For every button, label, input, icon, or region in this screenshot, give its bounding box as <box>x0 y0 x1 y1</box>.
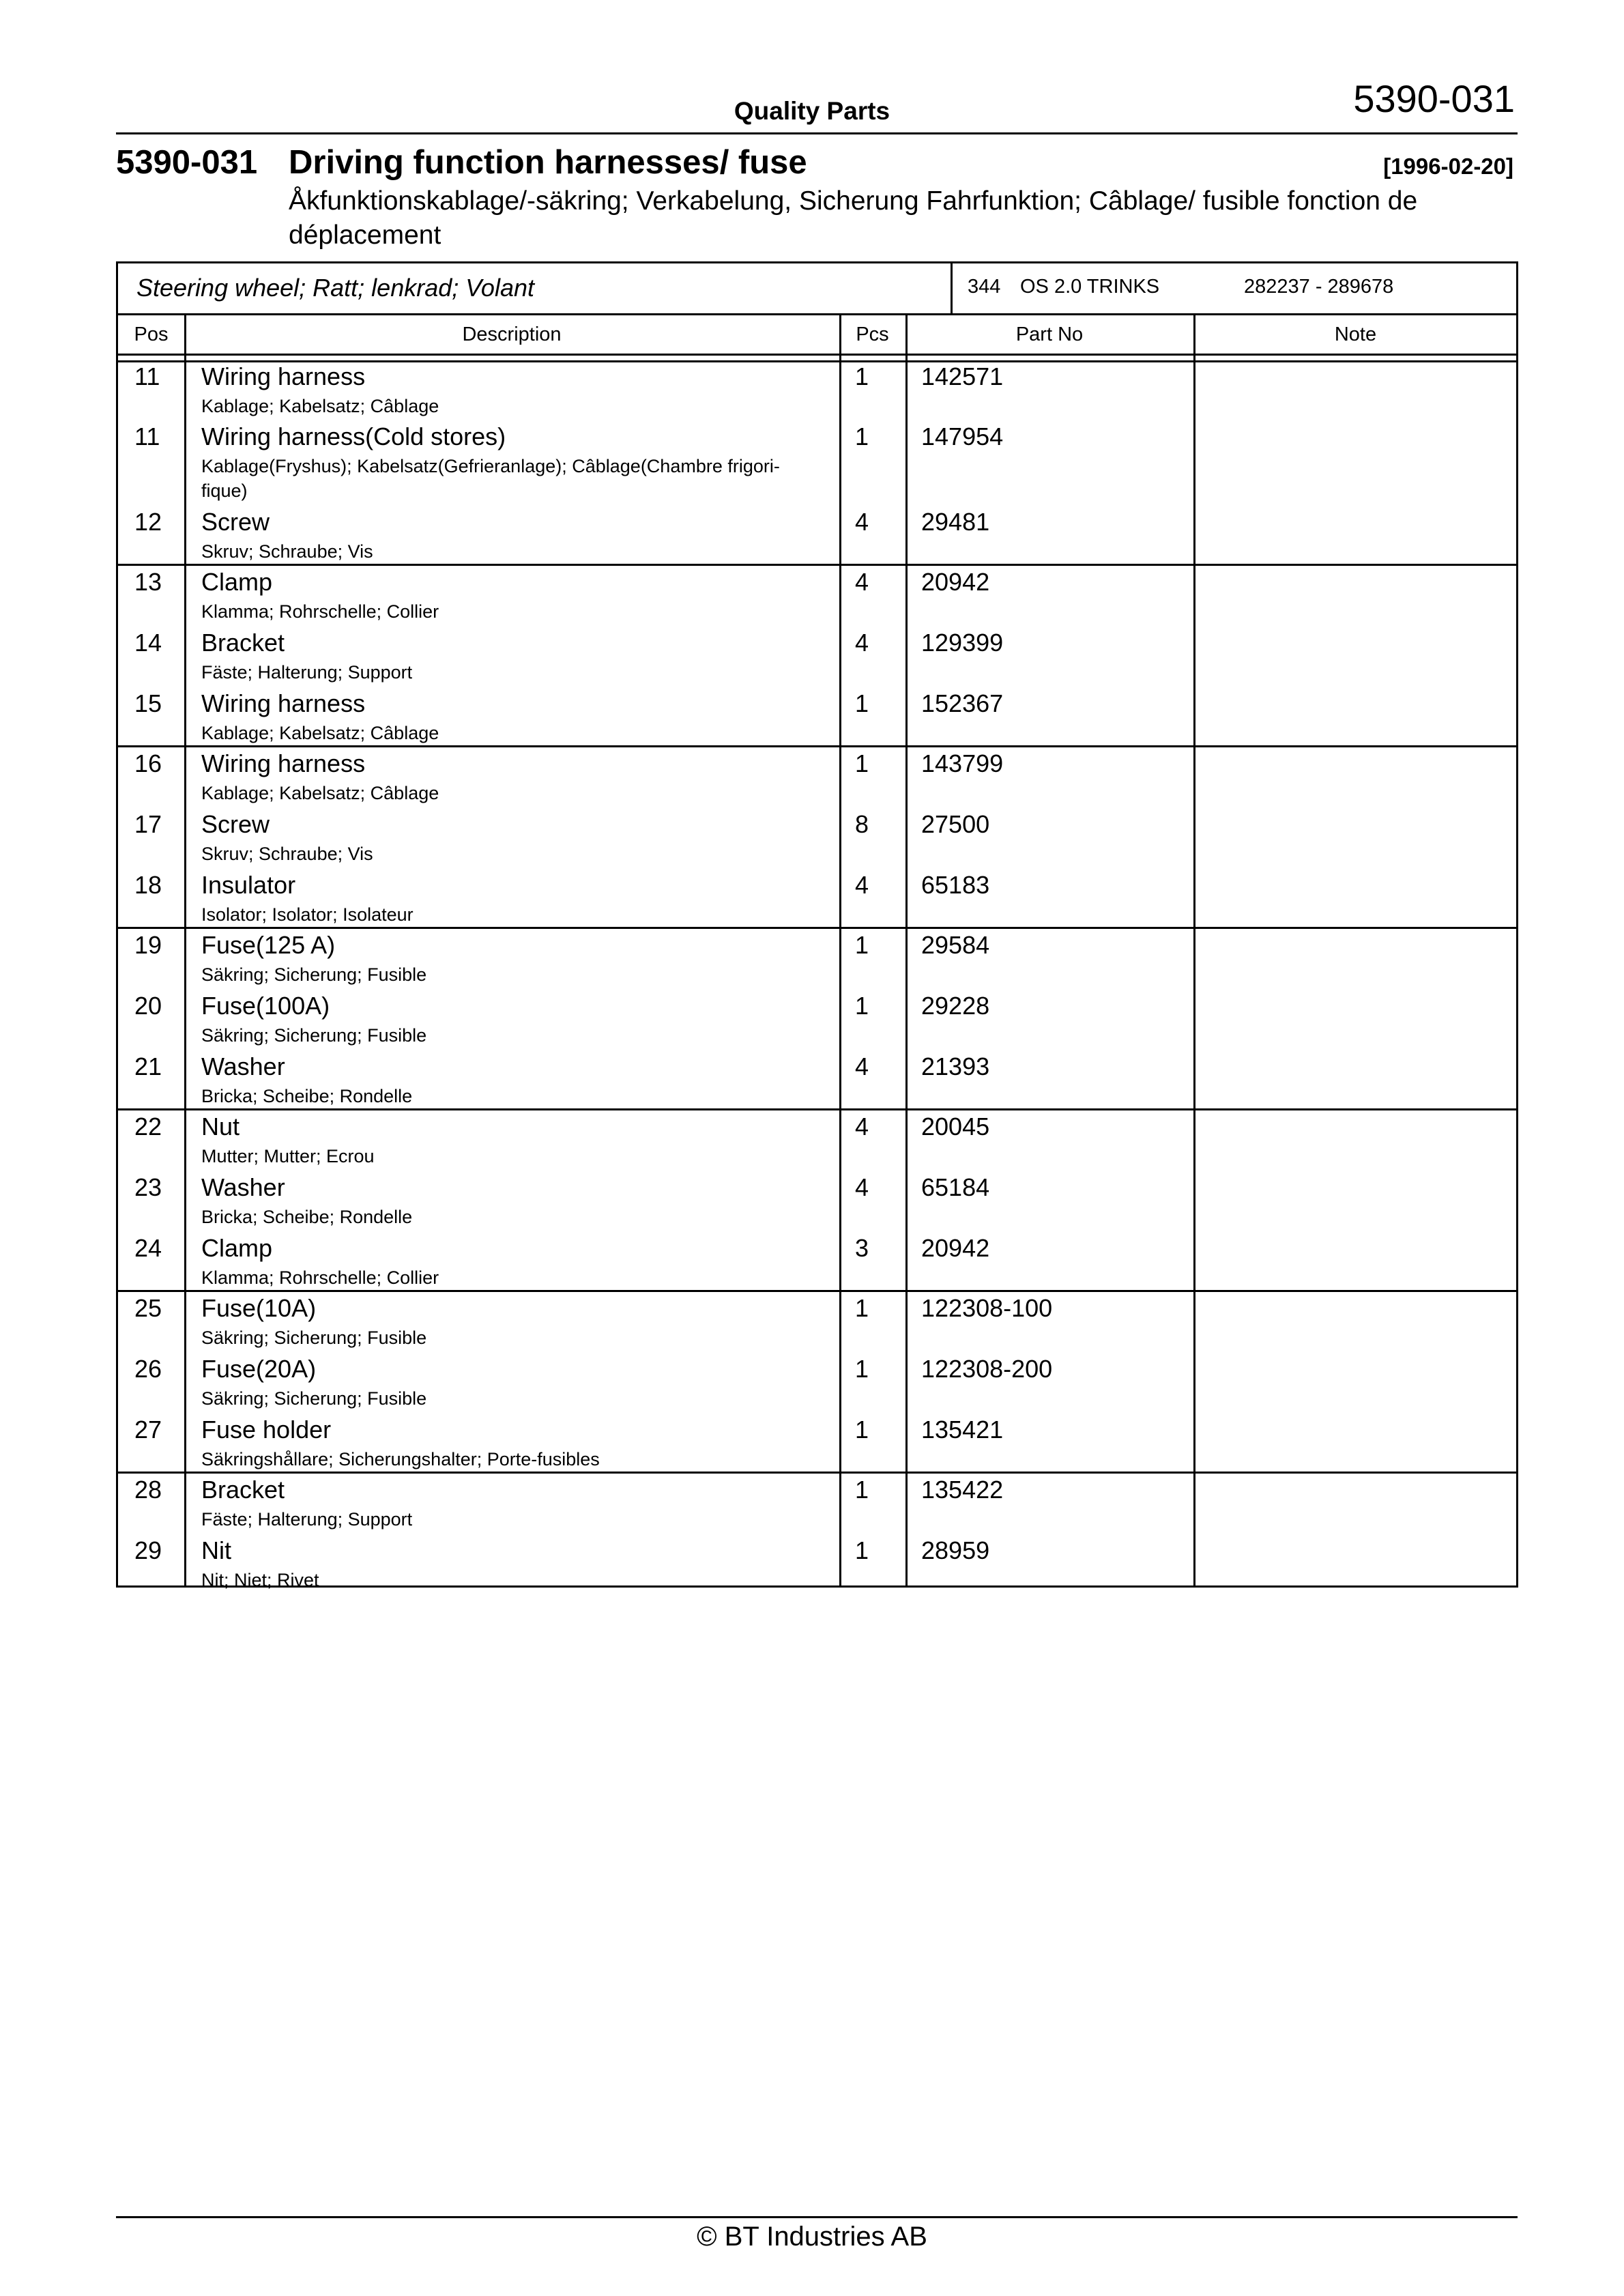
row-pcs: 4 <box>855 568 869 596</box>
column-header-pos: Pos <box>134 324 169 345</box>
row-group-separator <box>118 745 1516 747</box>
row-pos: 28 <box>134 1476 162 1504</box>
section-date: [1996-02-20] <box>1383 154 1513 179</box>
row-translation: Isolator; Isolator; Isolateur <box>201 904 414 925</box>
row-description: Bracket <box>201 1476 285 1504</box>
row-part-no: 29584 <box>921 931 990 959</box>
row-pos: 13 <box>134 568 162 596</box>
row-part-no: 27500 <box>921 810 990 838</box>
column-header-pcs: Pcs <box>856 324 889 345</box>
row-pos: 29 <box>134 1536 162 1564</box>
row-translation: Kablage; Kabelsatz; Câblage <box>201 723 439 743</box>
row-pos: 23 <box>134 1173 162 1201</box>
row-part-no: 135421 <box>921 1416 1004 1444</box>
row-part-no: 143799 <box>921 749 1004 777</box>
row-pcs: 1 <box>855 1416 869 1444</box>
row-translation: Fäste; Halterung; Support <box>201 1509 413 1530</box>
row-part-no: 65183 <box>921 871 990 899</box>
row-description: Wiring harness <box>201 689 366 717</box>
header-title: Quality Parts <box>734 97 890 125</box>
group-label: Steering wheel; Ratt; lenkrad; Volant <box>136 274 534 302</box>
row-part-no: 147954 <box>921 422 1004 450</box>
row-translation: Säkring; Sicherung; Fusible <box>201 1388 427 1409</box>
row-part-no: 29481 <box>921 508 990 536</box>
row-group-separator <box>118 1108 1516 1110</box>
row-translation: Nit; Niet; Rivet <box>201 1570 319 1590</box>
row-pcs: 1 <box>855 1355 869 1383</box>
row-description: Fuse(100A) <box>201 992 330 1020</box>
row-pos: 12 <box>134 508 162 536</box>
row-pos: 26 <box>134 1355 162 1383</box>
row-pos: 21 <box>134 1052 162 1080</box>
row-description: Nit <box>201 1536 231 1564</box>
row-pcs: 4 <box>855 1052 869 1080</box>
row-description: Fuse(10A) <box>201 1294 317 1322</box>
page-code: 5390-031 <box>1353 77 1515 120</box>
header-rule <box>116 132 1518 134</box>
row-part-no: 142571 <box>921 362 1004 390</box>
row-pcs: 4 <box>855 629 869 657</box>
group-divider <box>951 263 953 313</box>
row-part-no: 20942 <box>921 1234 990 1262</box>
row-part-no: 28959 <box>921 1536 990 1564</box>
group-serial-range: 282237 - 289678 <box>1244 276 1394 298</box>
group-code: 344 <box>968 276 1001 298</box>
row-pcs: 1 <box>855 992 869 1020</box>
row-translation: Fäste; Halterung; Support <box>201 662 413 683</box>
row-pos: 19 <box>134 931 162 959</box>
row-pos: 11 <box>134 362 160 390</box>
row-translation: Kablage(Fryshus); Kabelsatz(Gefrieranlage); Câblage(Chambre frigori- fique) <box>201 456 780 501</box>
row-translation: Klamma; Rohrschelle; Collier <box>201 601 439 622</box>
row-pcs: 1 <box>855 689 869 717</box>
row-description: Insulator <box>201 871 296 899</box>
section-title: Driving function harnesses/ fuse <box>289 144 807 181</box>
row-group-separator <box>118 1472 1516 1474</box>
row-group-separator <box>118 927 1516 929</box>
row-part-no: 20942 <box>921 568 990 596</box>
row-description: Washer <box>201 1173 285 1201</box>
row-description: Wiring harness <box>201 362 366 390</box>
column-divider <box>1193 315 1195 1585</box>
row-pos: 22 <box>134 1113 162 1140</box>
row-group-separator <box>118 564 1516 566</box>
row-translation: Klamma; Rohrschelle; Collier <box>201 1267 439 1288</box>
row-pcs: 4 <box>855 508 869 536</box>
row-pos: 25 <box>134 1294 162 1322</box>
row-translation: Säkring; Sicherung; Fusible <box>201 1328 427 1348</box>
group-header <box>118 263 1516 315</box>
row-pcs: 4 <box>855 871 869 899</box>
row-translation: Säkringshållare; Sicherungshalter; Porte-fusibles <box>201 1449 600 1469</box>
row-part-no: 29228 <box>921 992 990 1020</box>
row-translation: Skruv; Schraube; Vis <box>201 541 373 562</box>
row-pos: 14 <box>134 629 162 657</box>
row-translation: Bricka; Scheibe; Rondelle <box>201 1086 413 1106</box>
row-pcs: 1 <box>855 1294 869 1322</box>
row-translation: Bricka; Scheibe; Rondelle <box>201 1207 413 1227</box>
row-pos: 27 <box>134 1416 162 1444</box>
column-header-description: Description <box>462 324 562 345</box>
row-pcs: 1 <box>855 422 869 450</box>
row-pcs: 4 <box>855 1173 869 1201</box>
row-description: Wiring harness(Cold stores) <box>201 422 506 450</box>
column-header-note: Note <box>1334 324 1377 345</box>
row-part-no: 122308-100 <box>921 1294 1053 1322</box>
group-model: OS 2.0 TRINKS <box>1020 276 1160 298</box>
row-part-no: 21393 <box>921 1052 990 1080</box>
row-description: Screw <box>201 508 270 536</box>
row-pos: 16 <box>134 749 162 777</box>
row-translation: Säkring; Sicherung; Fusible <box>201 1025 427 1046</box>
row-pos: 17 <box>134 810 162 838</box>
row-group-separator <box>118 1290 1516 1292</box>
row-pcs: 1 <box>855 1476 869 1504</box>
column-divider <box>184 315 186 1585</box>
row-description: Fuse holder <box>201 1416 332 1444</box>
row-translation: Kablage; Kabelsatz; Câblage <box>201 783 439 803</box>
row-description: Nut <box>201 1113 240 1140</box>
row-description: Fuse(125 A) <box>201 931 336 959</box>
footer-rule <box>116 2216 1518 2218</box>
row-description: Wiring harness <box>201 749 366 777</box>
row-pos: 24 <box>134 1234 162 1262</box>
row-translation: Skruv; Schraube; Vis <box>201 844 373 864</box>
row-part-no: 152367 <box>921 689 1004 717</box>
row-pcs: 1 <box>855 1536 869 1564</box>
row-pcs: 1 <box>855 749 869 777</box>
row-description: Bracket <box>201 629 285 657</box>
parts-table <box>116 261 1518 1588</box>
column-divider <box>905 315 908 1585</box>
row-part-no: 122308-200 <box>921 1355 1053 1383</box>
row-description: Clamp <box>201 568 273 596</box>
row-pcs: 1 <box>855 931 869 959</box>
row-description: Fuse(20A) <box>201 1355 317 1383</box>
row-description: Clamp <box>201 1234 273 1262</box>
row-pcs: 1 <box>855 362 869 390</box>
section-code: 5390-031 <box>116 144 258 181</box>
header-rule-top <box>118 354 1516 356</box>
row-pos: 11 <box>134 422 160 450</box>
row-part-no: 20045 <box>921 1113 990 1140</box>
row-translation: Kablage; Kabelsatz; Câblage <box>201 396 439 416</box>
row-pcs: 4 <box>855 1113 869 1140</box>
row-pcs: 3 <box>855 1234 869 1262</box>
row-pcs: 8 <box>855 810 869 838</box>
row-pos: 20 <box>134 992 162 1020</box>
row-pos: 15 <box>134 689 162 717</box>
row-description: Screw <box>201 810 270 838</box>
footer-copyright: © BT Industries AB <box>697 2222 927 2252</box>
row-translation: Säkring; Sicherung; Fusible <box>201 964 427 985</box>
section-subtitle: Åkfunktionskablage/-säkring; Verkabelung, Sicherung Fahrfunktion; Câblage/ fusible fonction de déplacement <box>289 186 1418 250</box>
column-header-part-no: Part No <box>1015 324 1084 345</box>
row-pos: 18 <box>134 871 162 899</box>
row-part-no: 129399 <box>921 629 1004 657</box>
row-description: Washer <box>201 1052 285 1080</box>
row-translation: Mutter; Mutter; Ecrou <box>201 1146 375 1166</box>
row-part-no: 65184 <box>921 1173 990 1201</box>
row-part-no: 135422 <box>921 1476 1004 1504</box>
